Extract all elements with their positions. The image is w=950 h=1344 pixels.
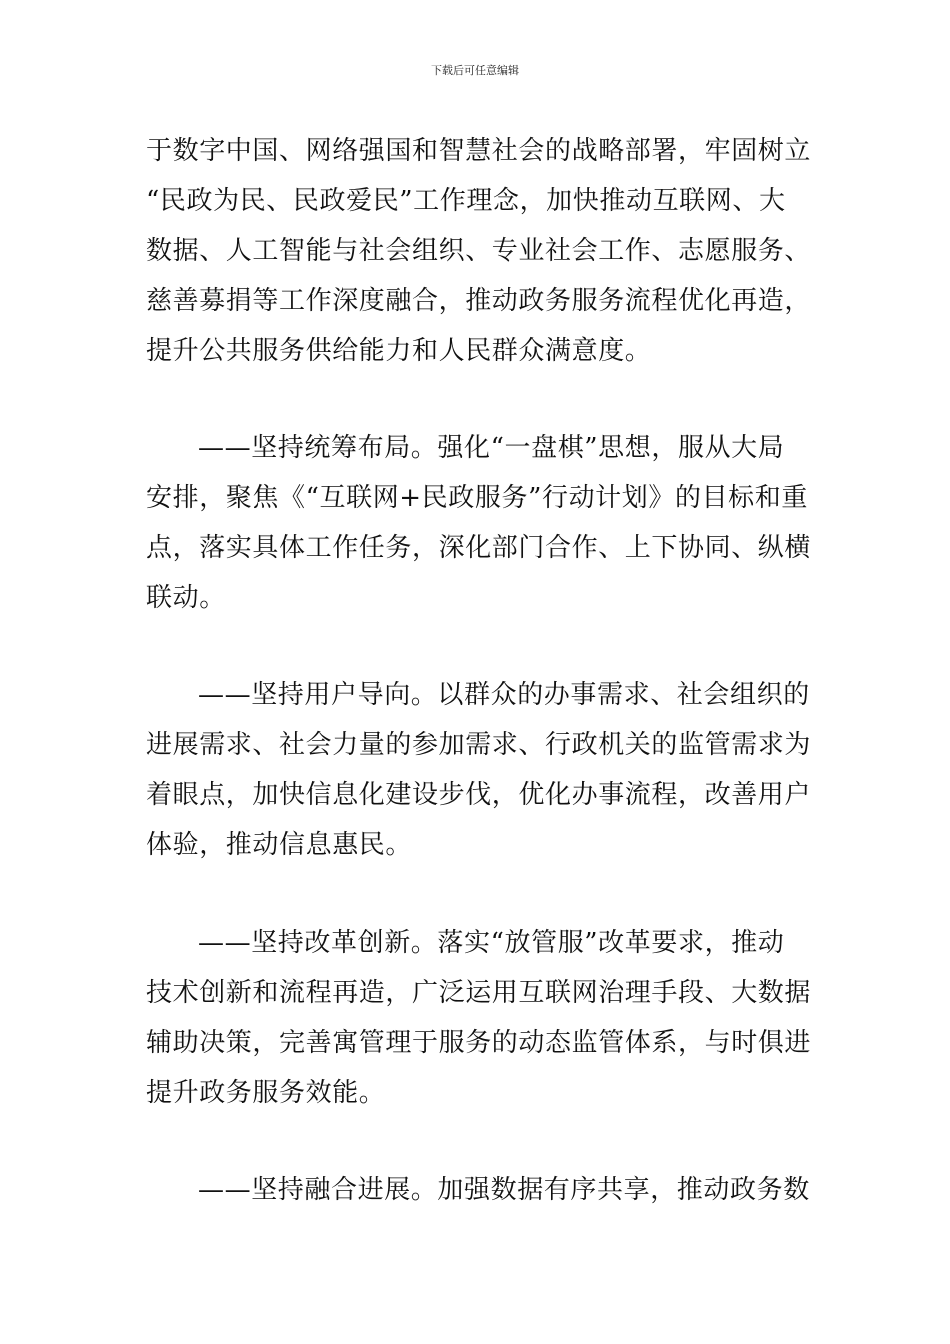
paragraph-line: 提升政务服务效能。 — [146, 1078, 386, 1108]
paragraph-line: “民政为民、民政爱民”工作理念，加快推动互联网、大 — [146, 186, 786, 216]
page-header: 下载后可任意编辑 — [431, 64, 519, 77]
paragraph-line: 着眼点，加快信息化建设步伐，优化办事流程，改善用户 — [146, 780, 812, 810]
paragraph-line: 安排，聚焦《“互联网+民政服务”行动计划》的目标和重 — [146, 483, 808, 513]
paragraph-line: 慈善募捐等工作深度融合，推动政务服务流程优化再造， — [146, 286, 812, 316]
paragraph-line: ——坚持统筹布局。强化“一盘棋”思想，服从大局 — [198, 433, 785, 463]
paragraph-line: 辅助决策，完善寓管理于服务的动态监管体系，与时俱进 — [146, 1028, 812, 1058]
paragraph-line: 于数字中国、网络强国和智慧社会的战略部署，牢固树立 — [146, 136, 812, 166]
paragraph-line: 进展需求、社会力量的参加需求、行政机关的监管需求为 — [146, 730, 812, 760]
paragraph-line: 体验，推动信息惠民。 — [146, 830, 413, 860]
paragraph-line: ——坚持改革创新。落实“放管服”改革要求，推动 — [198, 928, 785, 958]
paragraph-line: 数据、人工智能与社会组织、专业社会工作、志愿服务、 — [146, 236, 812, 266]
paragraph-line: 技术创新和流程再造，广泛运用互联网治理手段、大数据 — [146, 978, 812, 1008]
paragraph-line: ——坚持用户导向。以群众的办事需求、社会组织的 — [198, 680, 810, 710]
paragraph-line: ——坚持融合进展。加强数据有序共享，推动政务数 — [198, 1175, 810, 1205]
paragraph-line: 点，落实具体工作任务，深化部门合作、上下协同、纵横 — [146, 533, 812, 563]
paragraph-line: 提升公共服务供给能力和人民群众满意度。 — [146, 336, 652, 366]
paragraph-line: 联动。 — [146, 583, 226, 613]
